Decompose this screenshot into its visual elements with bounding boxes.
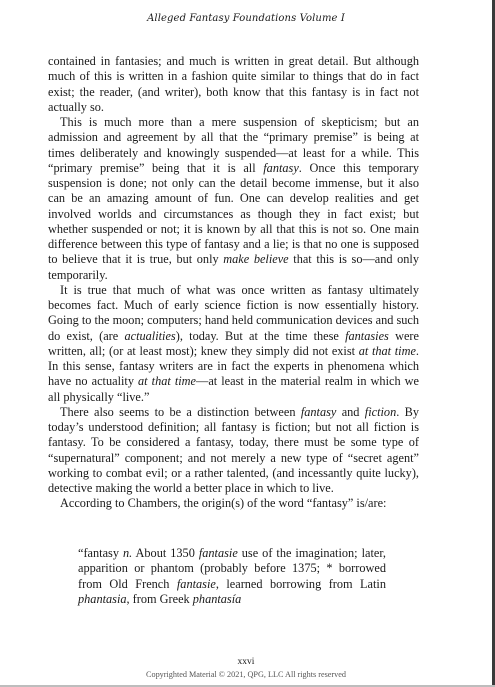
- text-run: , learned borrowing from Latin: [215, 576, 387, 591]
- emphasis-at-that-time: at that time: [358, 343, 416, 358]
- paragraph-3: [48, 283, 419, 405]
- emphasis-phantasia-greek: phantasía: [192, 591, 242, 606]
- text-run: It is true that much of what was once written as fantasy ultimately becomes fact. Much of early science fiction is now essentially history. Going to the moon; computers; hand held communication devices and such do exist, (are: [48, 282, 419, 343]
- paragraph-1: [48, 54, 419, 115]
- text-run: About 1350: [132, 546, 199, 560]
- emphasis-phantasia: phantasia: [78, 591, 127, 606]
- block-quote-definition: [78, 546, 386, 607]
- emphasis-fantasy: fantasy: [300, 404, 337, 419]
- text-run: There also seems to be a distinction between: [60, 404, 301, 419]
- main-text-column: [48, 54, 419, 512]
- emphasis-make-believe: make believe: [223, 252, 289, 267]
- emphasis-fiction: fiction: [364, 404, 397, 419]
- text-run: This is much more than a mere suspension of skepticism; but an admission and agreement by all that the “primary premise” is being at times deliberately and knowingly suspended—at least for a while. This “primary premise” being that it is all: [48, 115, 419, 175]
- text-run: and: [336, 404, 365, 419]
- text-run: contained in fantasies; and much is written in great detail. But although much of this is written in a fashion quite similar to things that do in fact exist; the reader, (and writer), both know that this fantasy is in fact not actually so.: [48, 54, 419, 114]
- paragraph-5: [48, 496, 419, 511]
- text-run: , from Greek: [126, 591, 193, 606]
- text-run: that this is so—and only temporarily.: [48, 252, 420, 282]
- page-number: xxvi: [237, 657, 255, 667]
- emphasis-fantasies: fantasies: [345, 328, 389, 343]
- paragraph-2: [48, 115, 419, 283]
- text-run: —at least in the material realm in which we all physically “live.”: [48, 374, 419, 404]
- emphasis-at-that-time: at that time: [138, 374, 197, 389]
- emphasis-actualities: actualities: [124, 328, 176, 343]
- text-run: According to Chambers, the origin(s) of the word “fantasy” is/are:: [60, 496, 387, 511]
- running-title: Alleged Fantasy Foundations Volume I: [147, 13, 345, 24]
- emphasis-n: n.: [122, 546, 133, 560]
- text-run: ), today. But at the time these: [175, 328, 346, 343]
- text-run: were written, all; (or at least most); knew they simply did not exist: [48, 328, 419, 358]
- emphasis-fantasie: fantasie: [176, 576, 216, 591]
- paragraph-4: [48, 405, 419, 497]
- text-run: use of the imagination; later, apparition or phantom (probably before 1375; * borrowed from Old French: [78, 546, 386, 591]
- text-run: . In this sense, fantasy writers are in fact the experts in phenomena which have no actuality: [48, 343, 419, 389]
- emphasis-fantasie: fantasie: [198, 546, 238, 560]
- text-run: . By today’s understood definition; all fantasy is fiction; but not all fiction is fantasy. To be considered a fantasy, today, there must be some type of “supernatural” component; and not merely a new type of “secret agent” working to combat evil; or a rather talented, (and incessantly quite lucky), detective making the world a better place in which to live.: [48, 404, 419, 495]
- text-run: . Once this temporary suspension is done; not only can the detail become immense, but it also can be an amazing amount of fun. One can develop realities and get involved worlds and circumstances as though they in fact exist; but whether suspended or not; it is known by all that this is not so. One main difference between this type of fantasy and a lie; is that no one is supposed to believe that it is true, but only: [48, 160, 420, 267]
- copyright-notice: Copyrighted Material © 2021, QPG, LLC All rights reserved: [146, 670, 346, 679]
- emphasis-fantasy: fantasy: [263, 160, 299, 175]
- text-run: “fantasy: [78, 546, 123, 560]
